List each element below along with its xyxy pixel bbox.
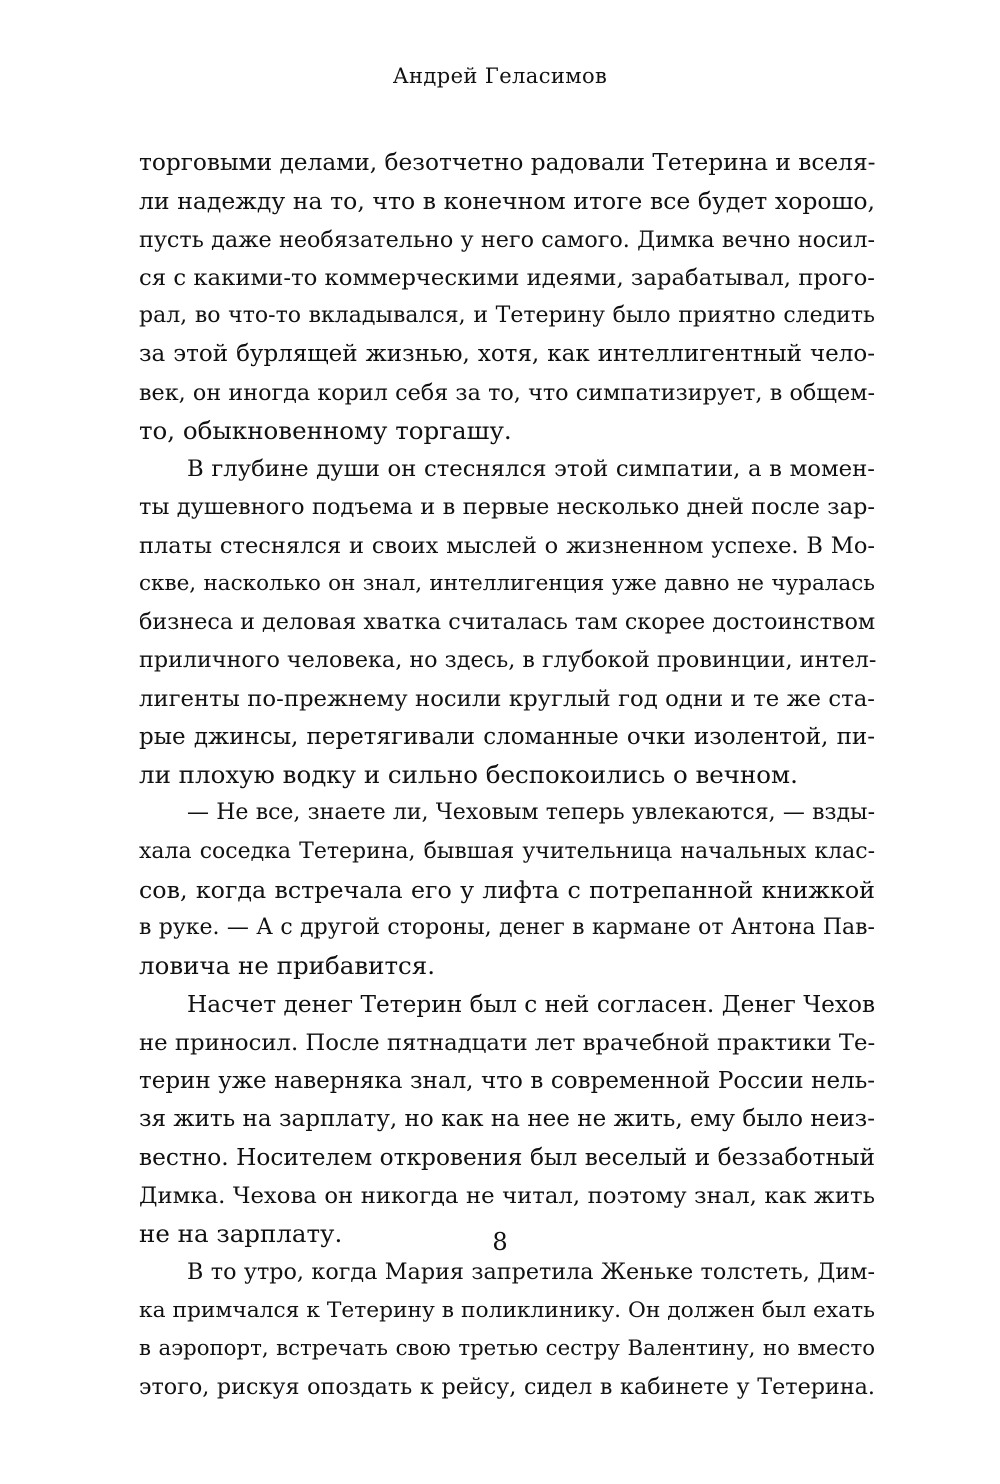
text-line: за этой бурлящей жизнью, хотя, как интеллигентный чело- bbox=[139, 341, 875, 368]
paragraph-first-line: В то утро, когда Мария запретила Женьке толстеть, Дим- bbox=[187, 1259, 875, 1286]
paragraph-first-line: Насчет денег Тетерин был с ней согласен. Денег Чехов bbox=[187, 990, 876, 1018]
text-line: ли плохую водку и сильно беспокоились о вечном. bbox=[139, 760, 798, 789]
text-line: бизнеса и деловая хватка считалась там скорее достоинством bbox=[139, 609, 876, 635]
page-number: 8 bbox=[492, 1228, 508, 1256]
text-line: вестно. Носителем откровения был веселый и беззаботный bbox=[139, 1143, 875, 1171]
text-line: рые джинсы, перетягивали сломанные очки изолентой, пи- bbox=[139, 723, 875, 750]
text-line: не приносил. После пятнадцати лет врачебной практики Те- bbox=[139, 1029, 876, 1056]
text-line: пусть даже необязательно у него самого. Димка вечно носил- bbox=[139, 226, 875, 253]
text-line: век, он иногда корил себя за то, что симпатизирует, в общем- bbox=[139, 379, 875, 406]
text-line: ся с какими-то коммерческими идеями, зарабатывал, прого- bbox=[139, 264, 875, 291]
text-line: торговыми делами, безотчетно радовали Тетерина и вселя- bbox=[139, 149, 876, 176]
text-line: скве, насколько он знал, интеллигенция уже давно не чуралась bbox=[139, 570, 875, 596]
body-text bbox=[139, 144, 875, 1406]
paragraph-first-line: В глубине души он стеснялся этой симпатии, а в момен- bbox=[187, 456, 875, 482]
text-line: сов, когда встречала его у лифта с потрепанной книжкой bbox=[139, 875, 875, 904]
text-line: рал, во что-то вкладывался, и Тетерину было приятно следить bbox=[139, 303, 875, 328]
text-line: этого, рискуя опоздать к рейсу, сидел в кабинете у Тетерина. bbox=[139, 1374, 875, 1400]
text-line: в аэропорт, встречать свою третью сестру Валентину, но вместо bbox=[139, 1335, 875, 1361]
text-line: ка примчался к Тетерину в поликлинику. Он должен был ехать bbox=[139, 1297, 875, 1323]
text-line: ты душевного подъема и в первые несколько дней после зар- bbox=[139, 494, 875, 521]
paragraph-first-line: — Не все, знаете ли, Чеховым теперь увлекаются, — взды- bbox=[187, 800, 875, 826]
text-line: лигенты по-прежнему носили круглый год одни и те же ста- bbox=[139, 685, 875, 712]
text-line: ловича не прибавится. bbox=[139, 951, 435, 981]
text-line: ли надежду на то, что в конечном итоге все будет хорошо, bbox=[139, 187, 875, 216]
text-line: платы стеснялся и своих мыслей о жизненном успехе. В Мо- bbox=[139, 532, 875, 559]
text-line: хала соседка Тетерина, бывшая учительница начальных клас- bbox=[139, 838, 875, 864]
text-line: терин уже наверняка знал, что в современной России нель- bbox=[139, 1068, 875, 1094]
running-head: Андрей Геласимов bbox=[392, 64, 608, 88]
text-line: не на зарплату. bbox=[139, 1219, 343, 1248]
text-line: Димка. Чехова он никогда не читал, поэтому знал, как жить bbox=[139, 1182, 875, 1209]
text-line: в руке. — А с другой стороны, денег в кармане от Антона Пав- bbox=[139, 915, 875, 940]
text-line: зя жить на зарплату, но как на нее не жить, ему было неиз- bbox=[139, 1106, 875, 1133]
text-line: то, обыкновенному торгашу. bbox=[139, 415, 512, 445]
text-line: приличного человека, но здесь, в глубокой провинции, интел- bbox=[139, 647, 877, 674]
